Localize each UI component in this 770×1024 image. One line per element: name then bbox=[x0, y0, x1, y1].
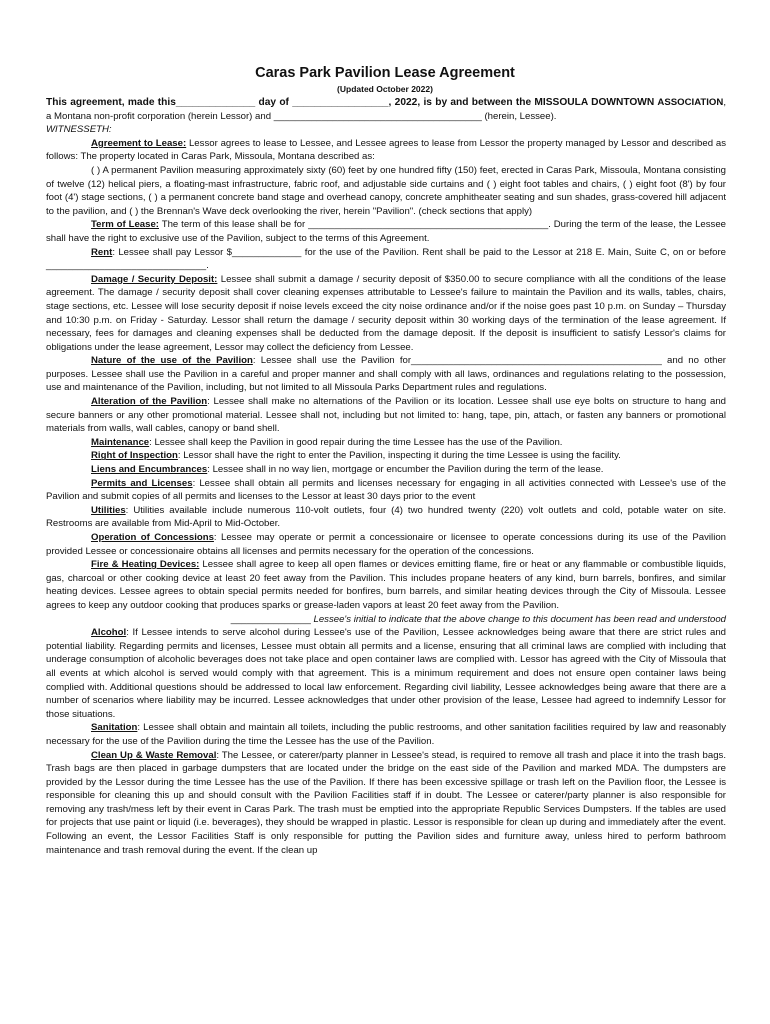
maintenance-text: : Lessee shall keep the Pavilion in good repair during the time Lessee has the use of the Pavilion. bbox=[149, 436, 563, 448]
intro-line: This agreement, made this______________ day of _________________, 2022, is by and between the MISSOULA DOWNTOWN bbox=[46, 97, 655, 108]
concessions-heading: Operation of Concessions bbox=[91, 532, 214, 543]
fire-heading: Fire & Heating Devices: bbox=[91, 559, 200, 571]
inspection-text: : Lessor shall have the right to enter the Pavilion, inspecting it during the time Lessee is using the facility. bbox=[177, 450, 621, 462]
cleanup-paragraph bbox=[46, 749, 726, 858]
cleanup-heading: Clean Up & Waste Removal bbox=[91, 749, 217, 761]
fire-heating-paragraph bbox=[46, 558, 726, 612]
alcohol-heading: Alcohol bbox=[91, 627, 127, 639]
sanitation-heading: Sanitation bbox=[91, 722, 138, 734]
sanitation-text: : Lessee shall obtain and maintain all toilets, including the public restrooms, and other sanitation facilities required by law and reasonably necessary for the use of the Pavilion during the time the Lessee has the use of the Pavilion. bbox=[46, 722, 726, 747]
alteration-heading: Alteration of the Pavilion bbox=[91, 396, 208, 408]
sanitation-paragraph bbox=[46, 721, 726, 748]
intro-paragraph bbox=[46, 96, 726, 123]
alcohol-paragraph bbox=[46, 626, 726, 721]
initial-text: Lessee's initial to indicate that the above change to this document has been read and understood bbox=[310, 613, 726, 625]
initial-line bbox=[46, 613, 726, 627]
liens-paragraph bbox=[46, 463, 726, 477]
nature-of-use-paragraph bbox=[46, 354, 726, 395]
inspection-paragraph bbox=[46, 449, 726, 463]
term-paragraph bbox=[46, 218, 726, 245]
rent-heading: Rent bbox=[91, 246, 113, 258]
agreement-heading: Agreement to Lease: bbox=[91, 137, 187, 149]
utilities-paragraph bbox=[46, 504, 726, 531]
initial-blank: _______________ bbox=[230, 613, 311, 625]
deposit-text: Lessee shall submit a damage / security deposit of $350.00 to secure compliance with all the conditions of the lease agreement. The damage / security deposit shall cover cleaning expenses attributable to Lessee's failure to maintain the Pavilion and its walls, tables, chairs, stage sections, etc. Lessee will lose security deposit if noise levels exceed the city noise ordinance and/or if the noise goes past 10 p.m. on Sunday – Thursday and 10:30 p.m. on Friday - Saturday. Lessor shall return the damage / security deposit within 30 working days of the termination of the lease agreement. If necessary, fees for damages and cleaning expenses shall be deducted from the damage deposit. If the deposit is insufficient to satisfy Lessor's claims for obligations under the lease agreement, Lessor may collect the deficiency from Lessee. bbox=[46, 273, 726, 353]
deposit-paragraph bbox=[46, 273, 726, 355]
document-body bbox=[46, 96, 726, 857]
alteration-paragraph bbox=[46, 395, 726, 436]
term-heading: Term of Lease: bbox=[91, 219, 159, 231]
rent-paragraph bbox=[46, 246, 726, 273]
concessions-text: : Lessee may operate or permit a concessionaire or licensee to operate concessions during its use of the Pavilion provided Lessee or concessionaire obtains all licenses and permits necessary for the operation of the concessions. bbox=[46, 532, 726, 557]
term-text: The term of this lease shall be for _____________________________________________. During the term of the lease, the Lessee shall have the right to exclusive use of the Pavilion, subject to the terms of this Agreement. bbox=[46, 219, 726, 244]
rent-text: : Lessee shall pay Lessor $_____________ for the use of the Pavilion. Rent shall be paid to the Lessor at 218 E. Main, Suite C, on or before ______________________________. bbox=[46, 246, 726, 272]
agreement-to-lease-paragraph bbox=[46, 137, 726, 164]
property-description-paragraph: ( ) A permanent Pavilion measuring approximately sixty (60) feet by one hundred fifty (150) feet, erected in Caras Park, Missoula, Montana consisting of twelve (12) helical piers, a floating-mast infrastructure, fabric roof, and adjustable side curtains and ( ) eight foot tables and chairs, ( ) eight foot (8') by four foot (4') stage sections, ( ) a permanent concrete band stage and overhead canopy, concrete amphitheater seating and sun shades, grass-covered hill adjacent to the pavilion, and ( ) the Brennan's Wave deck overlooking the river, herein "Pavilion". (check sections that apply) bbox=[46, 164, 726, 217]
fire-text: Lessee shall agree to keep all open flames or devices emitting flame, fire or heat or any flammable or combustible liquids, gas, charcoal or other cooking device at least 20 feet away from the Pavilion. This includes propane heaters of any kind, burn barrels, bonfires, and similar heating devices. Lessee agrees to obtain special permits needed for bonfires, burn barrels, and similar heating devices through the City of Missoula. Lessee agrees to keep any outdoor cooking that produces sparks or grease-laden vapors at least 20 feet away from the Pavilion. bbox=[46, 559, 726, 611]
nature-text: : Lessee shall use the Pavilion for_______________________________________________ and no other purposes. Lessee shall use the Pavilion in a careful and proper manner and shall comply with all laws, ordinances and regulations relating to the possession, use and maintenance of the Pavilion, including, but not limited to all Missoula Parks Department rules and regulations. bbox=[46, 355, 726, 394]
liens-text: : Lessee shall in no way lien, mortgage or encumber the Pavilion during the term of the lease. bbox=[207, 464, 604, 476]
maintenance-paragraph bbox=[46, 436, 726, 450]
liens-heading: Liens and Encumbrances bbox=[91, 464, 208, 476]
permits-heading: Permits and Licenses bbox=[91, 477, 193, 489]
intro-rest: , a Montana non-profit corporation (herein Lessor) and _______________________________________ (herein, Lessee). bbox=[46, 97, 726, 122]
document-title: Caras Park Pavilion Lease Agreement bbox=[255, 65, 515, 81]
permits-paragraph bbox=[46, 477, 726, 504]
utilities-heading: Utilities bbox=[91, 504, 126, 516]
nature-heading: Nature of the use of the Pavilion bbox=[91, 355, 253, 367]
witnesseth: WITNESSETH: bbox=[46, 124, 112, 136]
concessions-paragraph bbox=[46, 531, 726, 558]
maintenance-heading: Maintenance bbox=[91, 436, 150, 448]
cleanup-text: : The Lessee, or caterer/party planner in Lessee's stead, is required to remove all trash and place it into the trash bags. Trash bags are then placed in garbage dumpsters that are located under the bridge on the east side of the Pavilion and marked MDA. The dumpsters are provided by the Lessor during the time Lessee has the use of the Pavilion. If there has been excessive spillage or trash left on the Pavilion floor, the Lessee is responsible for cleaning this up and should consult with the Pavilion Facilities staff if in doubt. The Lessee or caterer/party planner is also responsible for removing any trash/mess left by their event in Caras Park. The trash must be emptied into the appropriate Republic Services Dumpsters. If the tables are used for projects that use paint or liquid (i.e. beverages), they should be wrapped in plastic. Lessor is responsible for clean up during and immediately after the event. Following an event, the Lessor Facilities Staff is only responsible for putting the Pavilion sides and furniture away, unless hired to perform bathroom maintenance and trash removal during the event. If the clean up bbox=[46, 749, 726, 856]
alcohol-text: : If Lessee intends to serve alcohol during Lessee's use of the Pavilion, Lessee acknowledges being aware that there are strict rules and potential liability. Regarding permits and licenses, Lessee must obtain all permits and a license, ensuring that all criminal laws are complied with including that underage consumption of alcoholic beverages does not take place and open container laws are complied with. Lessor has agreed with the City of Missoula that all events at which alcohol is served would comply with that agreement. This is a minimum requirement and does not ensure open container laws being complied with. Additional questions should be addressed to local law enforcement. Regarding civil liability, Lessee acknowledges being aware that there are a number of scenarios where liability may be incurred. Lessee acknowledges that under other provision of the lease, Lessee had agreed to indemnify Lessor for those situations. bbox=[46, 627, 726, 720]
agreement-text: Lessor agrees to lease to Lessee, and Lessee agrees to lease from Lessor the property managed by Lessor and described as follows: The property located in Caras Park, Missoula, Montana described as: bbox=[46, 137, 726, 163]
intro-association: ASSOCIATION bbox=[657, 97, 724, 108]
utilities-text: : Utilities available include numerous 110-volt outlets, four (4) two hundred twenty (220) volt outlets and cold, potable water on site. Restrooms are available from Mid-April to Mid-October. bbox=[46, 504, 726, 530]
deposit-heading: Damage / Security Deposit: bbox=[91, 273, 218, 285]
permits-text: : Lessee shall obtain all permits and licenses necessary for engaging in all activities connected with Lessee's use of the Pavilion and submit copies of all permits and licenses to the Lessor at least 30 days prior to the event bbox=[46, 477, 726, 503]
document-subtitle: (Updated October 2022) bbox=[337, 84, 433, 94]
alteration-text: : Lessee shall make no alternations of the Pavilion or its location. Lessee shall use eye bolts on structure to hang and secure banners or any other promotional material. Lessee shall not, including but not limited to: hang, tape, pin, attach, or fasten any banners or promotional materials from walls, wall cables, canopy or band shell. bbox=[46, 396, 726, 435]
inspection-heading: Right of Inspection bbox=[91, 450, 178, 462]
